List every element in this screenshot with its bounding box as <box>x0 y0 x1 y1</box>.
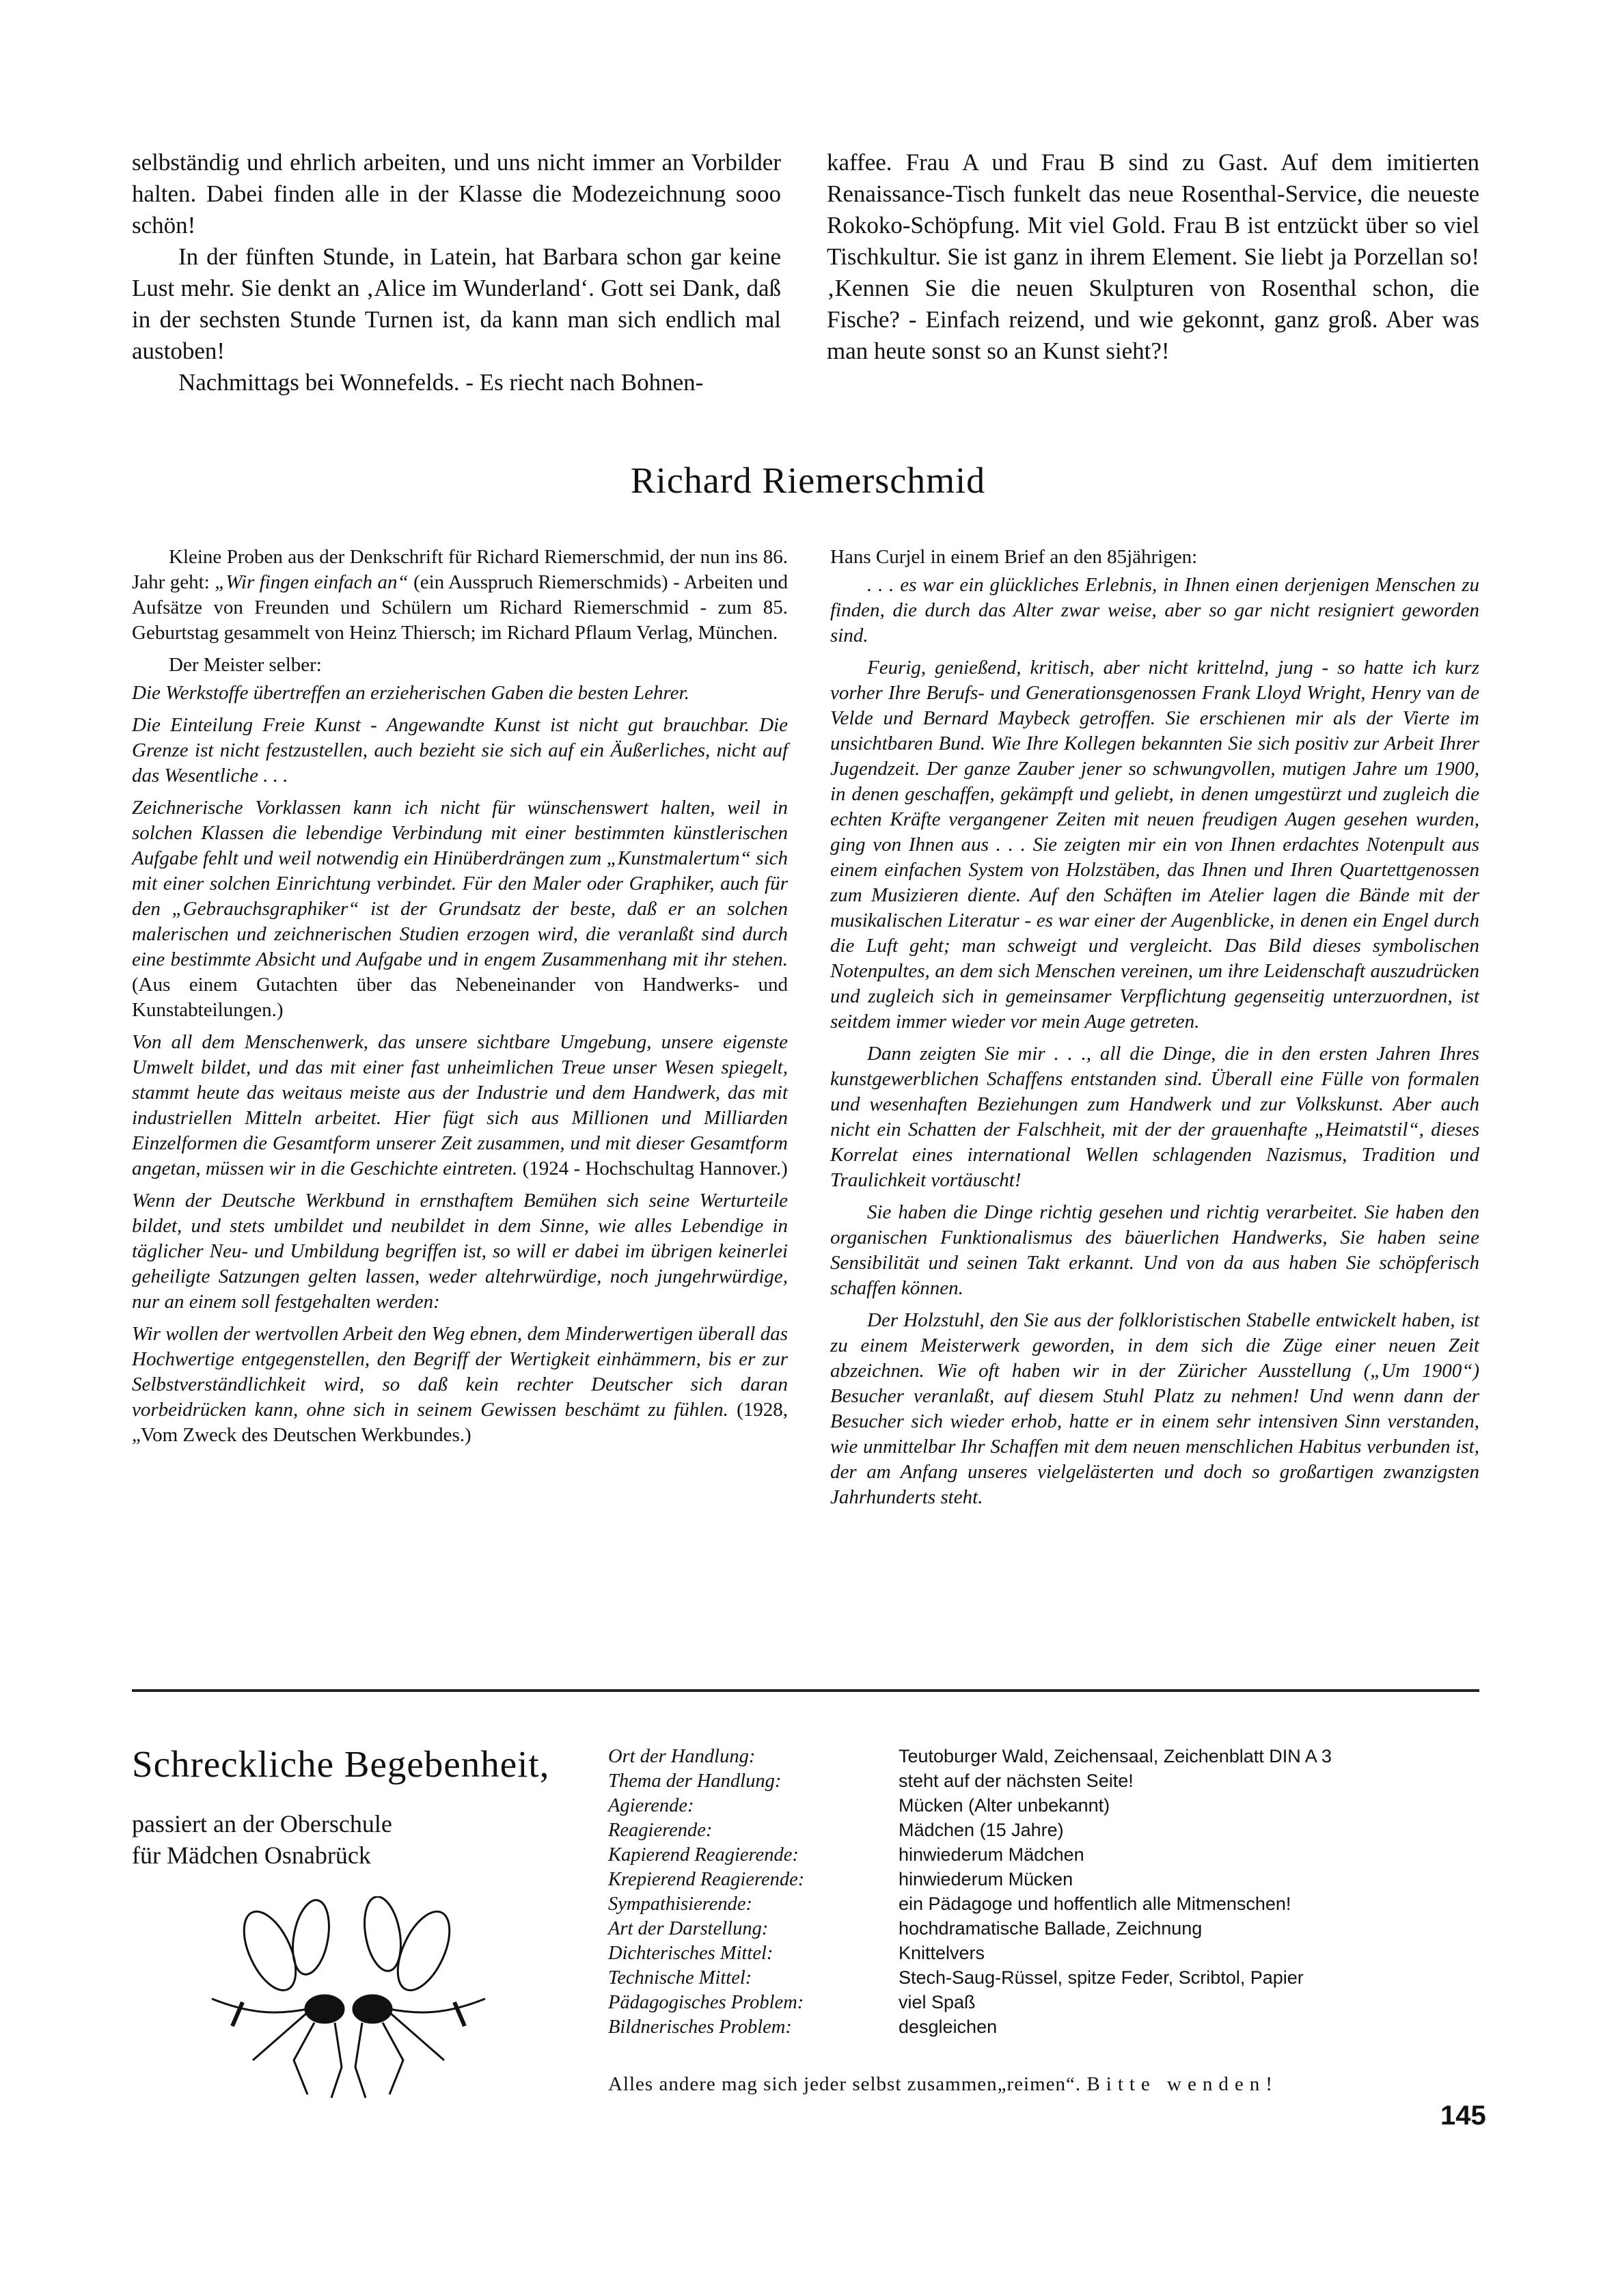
letter-paragraph: Dann zeigten Sie mir . . ., all die Dinge, die in den ersten Jahren Ihres kunstgewerblichen Schaffens entstanden sind. Überall eine Fülle von formalen und wesenhaften Beziehungen zum Handwerk und zur Volkskunst. Aber auch nicht ein Schatten der Falschheit, mit der der grauenhafte „Heimatstil“, dieses Korrelat eines international Wellen schlagenden Nazismus, Tradition und Traulichkeit vortäuscht! <box>830 1043 1479 1191</box>
cast-row <box>608 1894 1459 1918</box>
section-subtitle <box>132 1808 392 1871</box>
section-title: Schreckliche Begebenheit, <box>132 1743 550 1785</box>
letter-paragraph: Der Holzstuhl, den Sie aus der folkloristischen Stabelle entwickelt haben, ist zu einem Meisterwerk geworden, in dem sich die Züge einer neuen Zeit abzeichnen. Wie oft haben wir in der Züricher Ausstellung („Um 1900“) Besucher veranlaßt, auf diesem Stuhl Platz zu nehmen! Und wenn dann der Besucher sich wieder erhob, hatte er in einem sehr intensiven Sinn verstanden, wie unmittelbar Ihr Schaffen mit dem neuen menschlichen Habitus verbunden ist, der am Anfang unseres vielgelästerten und doch so großartigen zwanzigsten Jahrhunderts steht. <box>830 1309 1479 1508</box>
cast-value: hinwiederum Mücken <box>899 1869 1073 1889</box>
cast-label: Ort der Handlung: <box>608 1746 756 1767</box>
mosquito-drawing <box>205 1896 492 2101</box>
letter-paragraph: Feurig, genießend, kritisch, aber nicht krittelnd, jung - so hatte ich kurz vorher Ihre Berufs- und Generationsgenossen Frank Lloyd Wright, Henry van de Velde und Bernard Maybeck getroffen. Sie erschienen mir als der Vierte im unsichtbaren Bund. Wie Ihre Kollegen bekannten Sie sich positiv zur Arbeit Ihrer Jugendzeit. Der ganze Zauber jener so schwungvollen, mutigen Jahre um 1900, in denen geschaffen, gekämpft und geliebt, in denen umgestürzt und zugleich die echten Kräfte vergangener Zeiten mit neuen freudigen Augen gesehen wurden, ging von Ihnen aus . . . Sie zeigten mir ein von Ihnen erdachtes Notenpult aus einem einfachen System von Holzstäben, das Ihnen und Ihren Quartettgenossen zum Musizieren diente. Auf den Schäften im Atelier lagen die Bände mit der musikalischen Literatur - es war einer der Augenblicke, in denen ein Engel durch die Luft geht; man schweigt und vergleicht. Das Bild dieses symbolischen Notenpultes, an dem sich Menschen vereinen, um ihre Leidenschaft auszudrücken und zugleich sich in gemeinsamer Verpflichtung gegenseitig unterzuordnen, ist seitdem immer wieder vor mein Auge getreten. <box>830 657 1479 1033</box>
cast-label: Pädagogisches Problem: <box>608 1992 804 2013</box>
cast-label: Reagierende: <box>608 1820 713 1841</box>
cast-row <box>608 1746 1459 1771</box>
intro-paragraph <box>132 545 788 646</box>
quote <box>132 795 788 1023</box>
cast-value: Mädchen (15 Jahre) <box>899 1820 1064 1840</box>
intro-quote: „Wir fingen einfach an“ <box>215 571 409 593</box>
cast-label: Sympathisierende: <box>608 1894 753 1915</box>
letter-paragraph: . . . es war ein glückliches Erlebnis, in Ihnen einen derjenigen Menschen zu finden, die durch das Alter zwar weise, aber so gar nicht resigniert geworden sind. <box>830 574 1479 646</box>
cast-value: Stech-Saug-Rüssel, spitze Feder, Scribtol, Papier <box>899 1967 1304 1988</box>
cast-value: Teutoburger Wald, Zeichensaal, Zeichenblatt DIN A 3 <box>899 1746 1332 1766</box>
cast-row <box>608 2017 1459 2041</box>
cast-list <box>608 1746 1459 2041</box>
cast-row <box>608 1795 1459 1820</box>
paragraph: selbständig und ehrlich arbeiten, und uns nicht immer an Vorbilder halten. Dabei finden alle in der Klasse die Modezeichnung sooo schön! <box>132 149 781 238</box>
cast-row <box>608 1943 1459 1967</box>
cast-label: Agierende: <box>608 1795 694 1816</box>
turn-page-note: Bitte wenden! <box>1086 2073 1278 2095</box>
intro-text: Kleine Proben aus der Denkschrift für Richard Riemerschmid, der nun ins 86. Jahr geht: <box>132 546 788 593</box>
cast-value: desgleichen <box>899 2017 998 2037</box>
subtitle-line: passiert an der Oberschule <box>132 1810 392 1837</box>
cast-label: Kapierend Reagierende: <box>608 1844 799 1866</box>
quote-source: (1924 - Hochschultag Hannover.) <box>517 1158 788 1179</box>
cast-label: Dichterisches Mittel: <box>608 1943 773 1964</box>
cast-value: Mücken (Alter unbekannt) <box>899 1795 1110 1816</box>
quote-text: Wir wollen der wertvollen Arbeit den Weg ebnen, dem Minderwertigen überall das Hochwertige entgegenstellen, den Begriff der Wertigkeit einhämmern, bis er zur Selbstverständlichkeit wird, so daß kein rechter Deutscher sich daran vorbeidrücken kann, ohne sich in seinem Gewissen beschämt zu fühlen. <box>132 1323 788 1421</box>
cast-value: steht auf der nächsten Seite! <box>899 1771 1134 1791</box>
riemerschmid-left-column <box>132 545 788 1455</box>
cast-label: Art der Darstellung: <box>608 1918 769 1939</box>
curjel-intro: Hans Curjel in einem Brief an den 85jährigen: <box>830 546 1198 568</box>
quote: Die Werkstoffe übertreffen an erzieherischen Gaben die besten Lehrer. <box>132 682 689 704</box>
closing-line <box>608 2073 1278 2096</box>
cast-label: Bildnerisches Problem: <box>608 2017 792 2038</box>
cast-label: Thema der Handlung: <box>608 1771 782 1792</box>
closing-text: Alles andere mag sich jeder selbst zusammen„reimen“. <box>608 2073 1087 2095</box>
quote <box>132 1322 788 1448</box>
cast-value: Knittelvers <box>899 1943 985 1963</box>
quote: Die Einteilung Freie Kunst - Angewandte Kunst ist nicht gut brauchbar. Die Grenze ist nicht festzustellen, auch bezieht sie sich auf ein Äußerliches, nicht auf das Wesentliche . . . <box>132 714 788 787</box>
cast-row <box>608 1771 1459 1795</box>
quote-text: Zeichnerische Vorklassen kann ich nicht für wünschenswert halten, weil in solchen Klassen die lebendige Verbindung mit einer bestimmten künstlerischen Aufgabe fehlt und weil notwendig ein Hinüberdrängen zum „Kunstmalertum“ sich mit einer solchen Einrichtung verbindet. Für den Maler oder Graphiker, auch für den „Gebrauchsgraphiker“ ist der Grundsatz der beste, daß er an solchen malerischen und zeichnerischen Studien erzogen wird, die veranlaßt sind durch eine bestimmte Absicht und Aufgabe und in engem Zusammenhang mit ihr stehen. <box>132 797 788 970</box>
page-number: 145 <box>1440 2101 1486 2131</box>
top-right-column <box>827 147 1479 367</box>
section-divider <box>132 1689 1479 1692</box>
quote: Wenn der Deutsche Werkbund in ernsthaftem Bemühen sich seine Werturteile bildet, und stets umbildet und neubildet in dem Sinne, wie alles Lebendige in täglicher Neu- und Umbildung begriffen ist, so will er dabei im übrigen keinerlei geheiligte Satzungen gelten lassen, weder altehrwürdige, noch jungehrwürdige, nur an einem soll festgehalten werden: <box>132 1190 788 1313</box>
quote-source: (Aus einem Gutachten über das Nebeneinander von Handwerks- und Kunstabteilungen.) <box>132 974 788 1021</box>
riemerschmid-right-column <box>830 545 1479 1517</box>
cast-label: Krepierend Reagierende: <box>608 1869 805 1890</box>
meister-line: Der Meister selber: <box>169 654 322 676</box>
cast-value: hochdramatische Ballade, Zeichnung <box>899 1918 1203 1939</box>
cast-row <box>608 1967 1459 1992</box>
quote-text: Von all dem Menschenwerk, das unsere sichtbare Umgebung, unsere eigenste Umwelt bildet, und das mit einer fast unheimlichen Treue unser Wesen spiegelt, stammt heute das weitaus meiste aus der Industrie und dem Handwerk, das mit industriellen Mitteln arbeitet. Hier fügt sich aus Millionen und Milliarden Einzelformen die Gesamtform unserer Zeit zusammen, und mit dieser Gesamtform angetan, müssen wir in die Geschichte eintreten. <box>132 1031 788 1179</box>
cast-label: Technische Mittel: <box>608 1967 752 1988</box>
letter-paragraph: Sie haben die Dinge richtig gesehen und richtig verarbeitet. Sie haben den organischen Funktionalismus des bäuerlichen Handwerks, Sie haben seine Sensibilität und seinen Takt erkannt. Und von da aus haben Sie schöpferisch schaffen können. <box>830 1201 1479 1299</box>
quote <box>132 1030 788 1181</box>
subtitle-line: für Mädchen Osnabrück <box>132 1842 371 1869</box>
paragraph: kaffee. Frau A und Frau B sind zu Gast. Auf dem imitierten Renaissance-Tisch funkelt das neue Rosenthal-Service, die neueste Rokoko-Schöpfung. Mit viel Gold. Frau B ist entzückt über so viel Tischkultur. Sie ist ganz in ihrem Element. Sie liebt ja Porzellan so! ‚Kennen Sie die neuen Skulpturen von Rosenthal schon, die Fische? - Einfach reizend, und wie gekonnt, ganz groß. Aber was man heute sonst so an Kunst sieht?! <box>827 149 1479 364</box>
cast-row <box>608 1992 1459 2017</box>
cast-row <box>608 1844 1459 1869</box>
cast-row <box>608 1869 1459 1894</box>
top-left-column <box>132 147 781 398</box>
paragraph: In der fünften Stunde, in Latein, hat Barbara schon gar keine Lust mehr. Sie denkt an ‚Alice im Wunderland‘. Gott sei Dank, daß in der sechsten Stunde Turnen ist, da kann man sich endlich mal austoben! <box>132 243 781 364</box>
article-title: Richard Riemerschmid <box>630 460 986 501</box>
cast-value: hinwiederum Mädchen <box>899 1844 1084 1865</box>
cast-value: viel Spaß <box>899 1992 976 2012</box>
intro-text: (ein Ausspruch Riemerschmids) - Arbeiten und Aufsätze von Freunden und Schülern um Richard Riemerschmid - zum 85. Geburtstag gesammelt von Heinz Thiersch; im Richard Pflaum Verlag, München. <box>132 571 789 644</box>
paragraph: Nachmittags bei Wonnefelds. - Es riecht nach Bohnen- <box>178 369 704 396</box>
cast-row <box>608 1820 1459 1844</box>
quote-source: (1928, „Vom Zweck des Deutschen Werkbundes.) <box>132 1399 788 1446</box>
cast-value: ein Pädagoge und hoffentlich alle Mitmenschen! <box>899 1894 1291 1914</box>
cast-row <box>608 1918 1459 1943</box>
